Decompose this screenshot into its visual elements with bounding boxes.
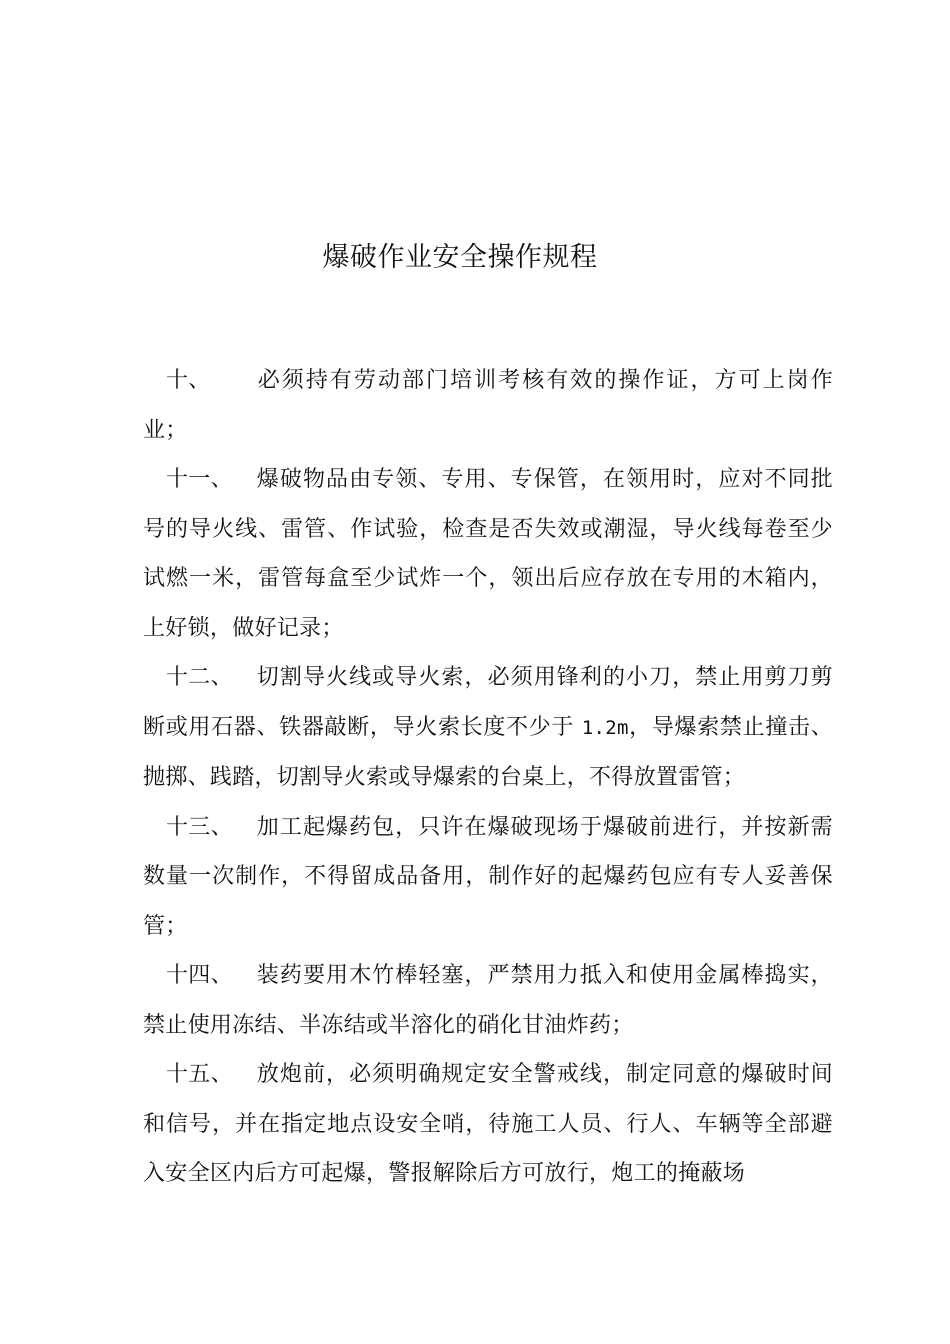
clause-text: 切割导火线或导火索，必须用锋利的小刀，禁止用剪刀剪断或用石器、铁器敲断，导火索长度不少于 xyxy=(143,665,833,740)
clause-text: 放炮前，必须明确规定安全警戒线，制定同意的爆破时间和信号，并在指定地点设安全哨，待施工人员、行人、车辆等全部避入安全区内后方可起爆，警报解除后方可放行，炮工的掩蔽场 xyxy=(143,1062,833,1186)
clause-13 xyxy=(143,803,833,952)
clause-text: 爆破物品由专领、专用、专保管，在领用时，应对不同批号的导火线、雷管、作试验，检查是否失效或潮湿，导火线每卷至少试燃一米，雷管每盒至少试炸一个，领出后应存放在专用的木箱内，上好锁，做好记录； xyxy=(143,467,833,641)
clause-10 xyxy=(143,356,833,455)
clause-text: 加工起爆药包，只许在爆破现场于爆破前进行，并按新需数量一次制作，不得留成品备用，制作好的起爆药包应有专人妥善保管； xyxy=(143,814,833,939)
clause-14 xyxy=(143,951,833,1050)
clause-text: 装药要用木竹棒轻塞，严禁用力抵入和使用金属棒捣实，禁止使用冻结、半冻结或半溶化的硝化甘油炸药； xyxy=(143,963,833,1038)
document-title: 爆破作业安全操作规程 xyxy=(322,242,598,273)
clause-number: 十、 xyxy=(166,368,211,393)
clause-number: 十五、 xyxy=(166,1062,233,1087)
clause-number: 十三、 xyxy=(166,814,233,840)
document-body xyxy=(143,356,833,1199)
clause-number: 十二、 xyxy=(166,665,233,690)
clause-text: ，导爆索禁止撞击、抛掷、践踏，切割导火索或导爆索的台桌上，不得放置雷管； xyxy=(143,714,833,790)
clause-number: 十一、 xyxy=(166,467,233,492)
clause-11 xyxy=(143,455,833,653)
clause-number: 十四、 xyxy=(166,963,233,988)
clause-12 xyxy=(143,653,833,803)
length-measure: 1.2m xyxy=(581,716,629,739)
clause-text: 必须持有劳动部门培训考核有效的操作证，方可上岗作业； xyxy=(143,368,833,443)
clause-15 xyxy=(143,1050,833,1199)
